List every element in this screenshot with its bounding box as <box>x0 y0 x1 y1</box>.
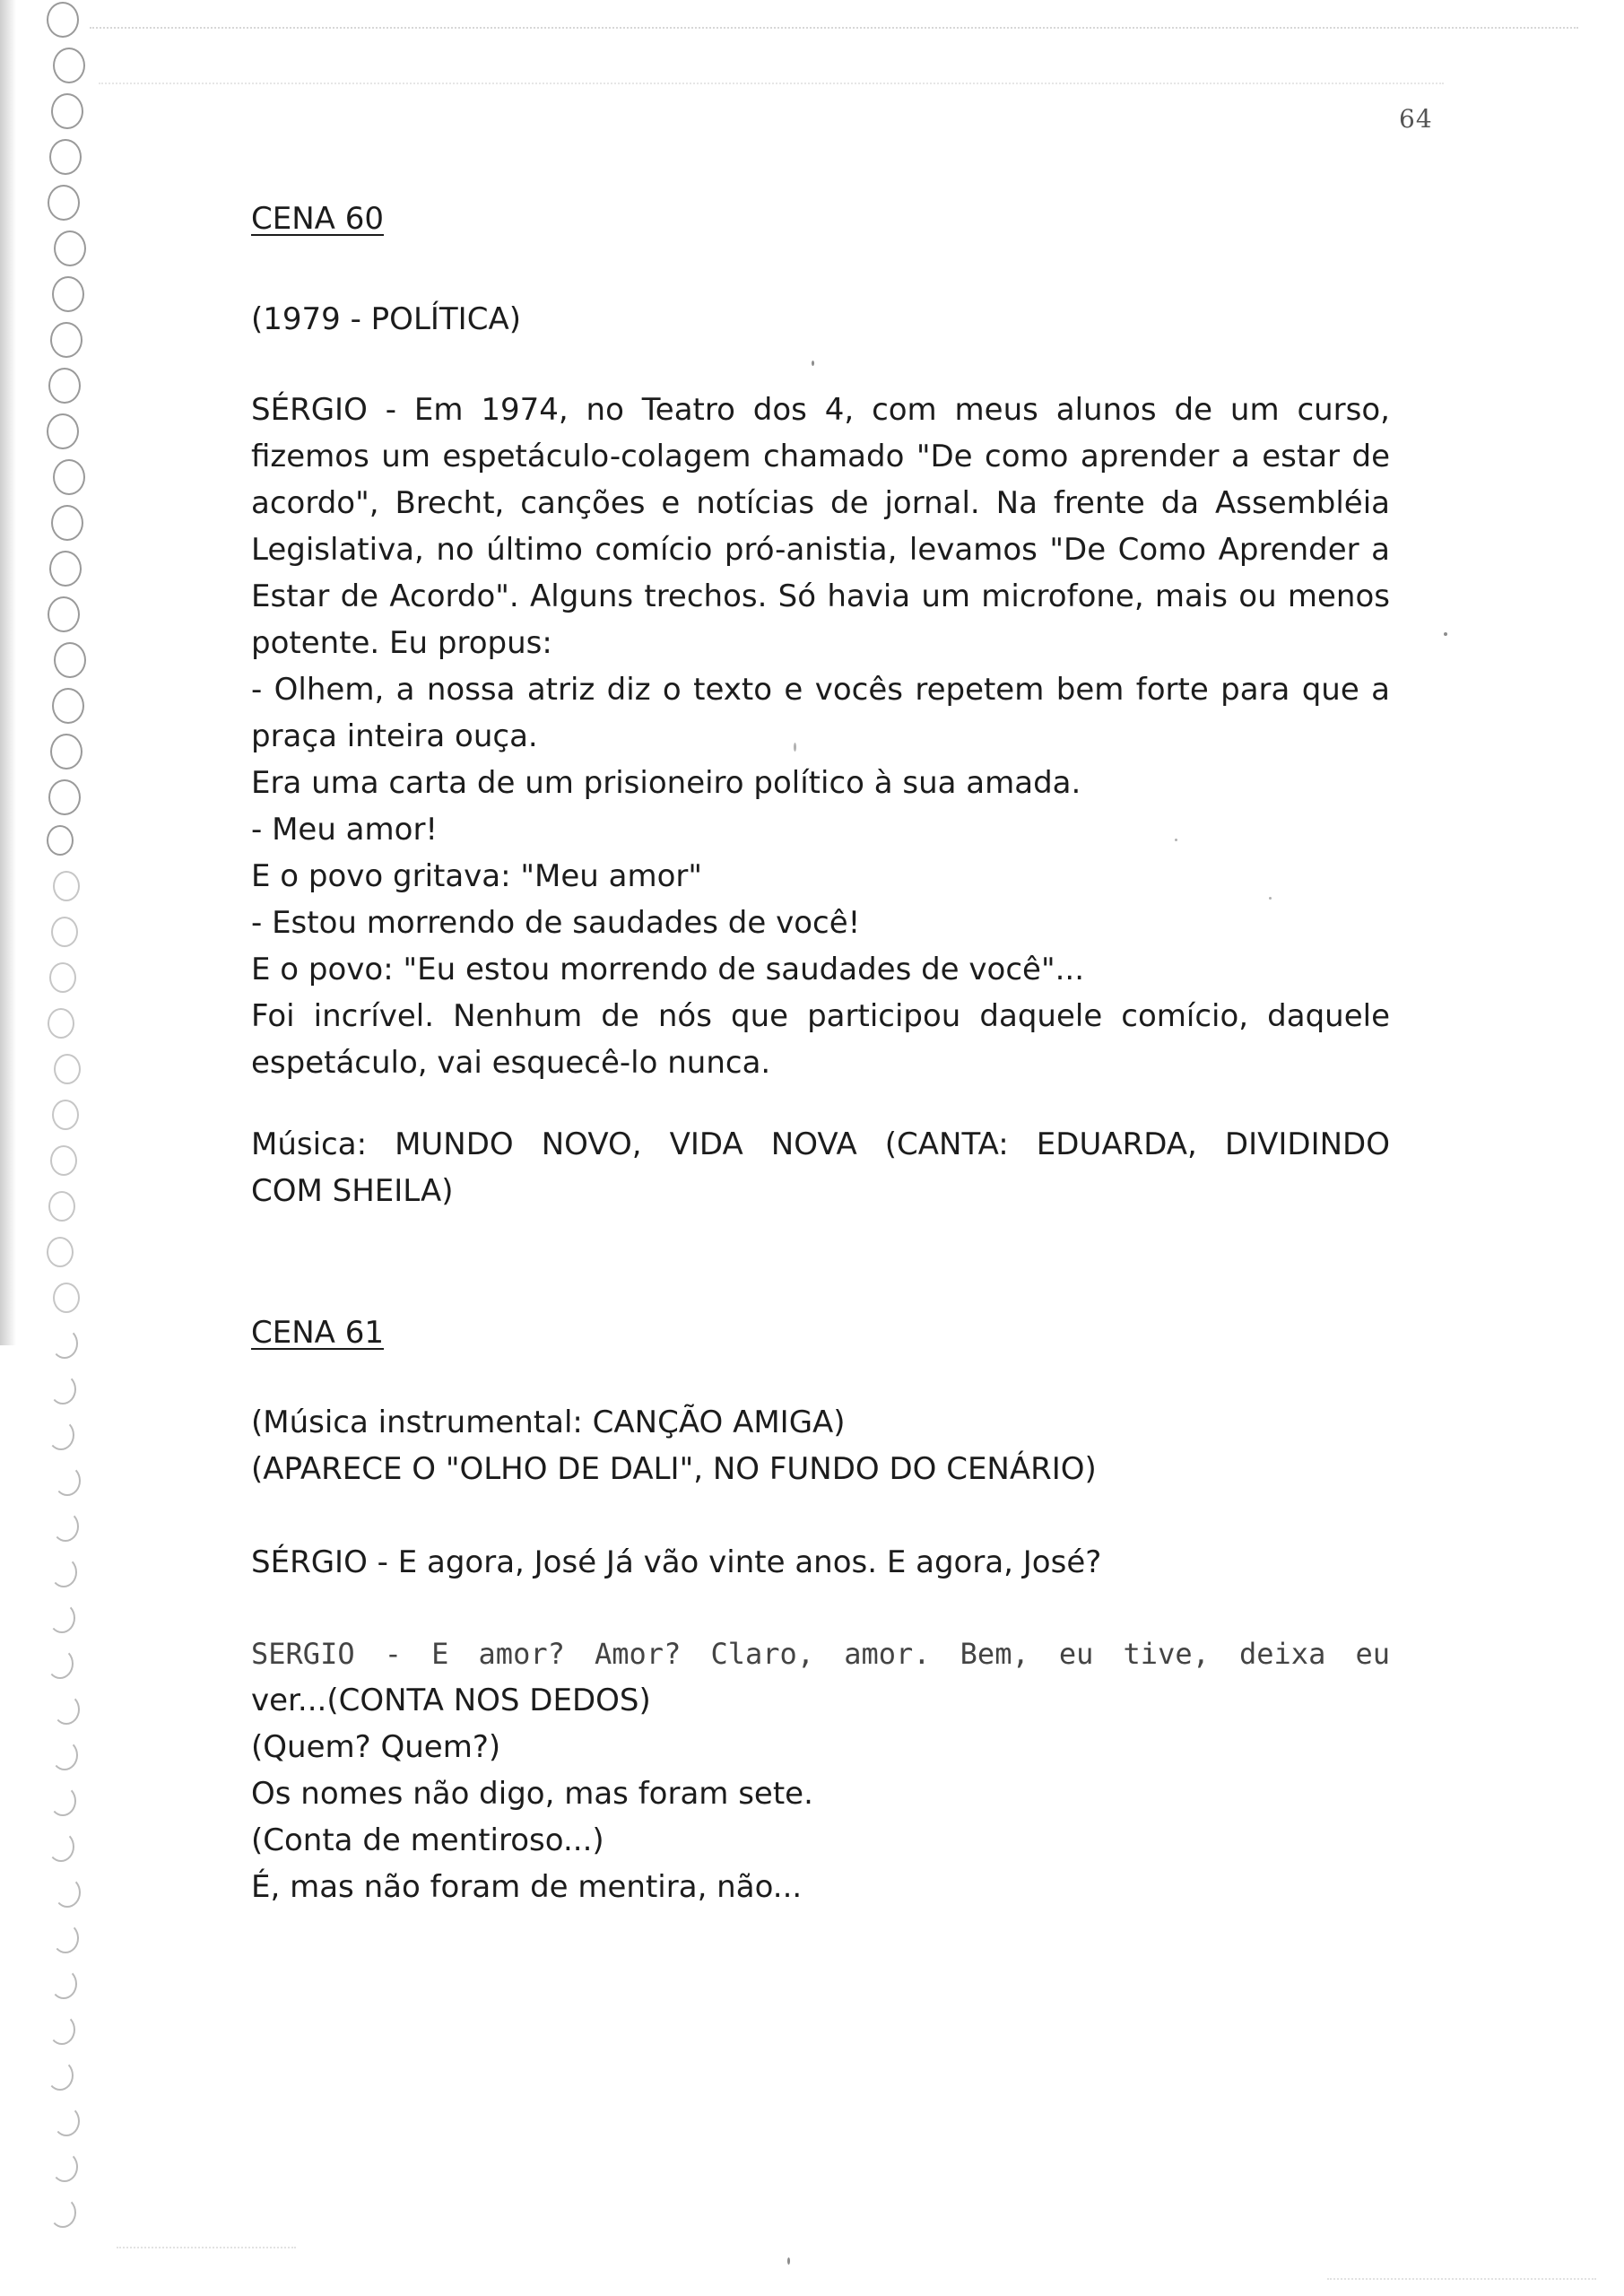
spiral-binding <box>0 0 99 2296</box>
binding-hole <box>51 1740 78 1770</box>
monologue-line: - Meu amor! <box>251 812 439 848</box>
scene-context: (1979 - POLÍTICA) <box>251 301 521 337</box>
binding-hole <box>48 1420 74 1450</box>
page-number: 64 <box>1399 104 1433 134</box>
binding-hole <box>47 2060 74 2091</box>
binding-hole <box>52 1100 79 1130</box>
scene-60-heading <box>251 196 1390 242</box>
monologue-line: Foi incrível. Nenhum de nós que participou daquele comício, daquele <box>251 998 1390 1034</box>
scan-speck <box>787 2257 790 2265</box>
binding-hole <box>49 2197 76 2228</box>
binding-hole <box>48 779 81 815</box>
binding-hole <box>49 962 76 993</box>
scene-60-monologue <box>251 387 1390 1086</box>
binding-hole <box>52 276 84 312</box>
monologue-line: Era uma carta de um prisioneiro político à sua amada. <box>251 765 1081 801</box>
music-cue-line: Música: MUNDO NOVO, VIDA NOVA (CANTA: EDUARDA, DIVIDINDO <box>251 1126 1390 1162</box>
binding-hole <box>48 368 81 404</box>
binding-hole <box>48 1603 75 1633</box>
binding-hole <box>52 1511 79 1542</box>
monologue-line: acordo", Brecht, canções e notícias de jornal. Na frente da Assembléia <box>251 485 1390 521</box>
binding-hole <box>54 230 86 266</box>
binding-hole <box>47 825 74 856</box>
binding-hole <box>53 1694 80 1725</box>
binding-hole <box>51 93 83 129</box>
dialogue-line: (Conta de mentiroso...) <box>251 1822 604 1858</box>
scan-artifact-line <box>90 27 1578 29</box>
binding-hole <box>48 185 80 221</box>
monologue-line: Legislativa, no último comício pró-anistia, levamos "De Como Aprender a <box>251 532 1390 568</box>
monologue-line: fizemos um espetáculo-colagem chamado "De como aprender a estar de <box>251 439 1390 474</box>
binding-hole <box>52 1923 79 1953</box>
binding-hole <box>49 1786 76 1816</box>
monologue-line: - Estou morrendo de saudades de você! <box>251 905 861 941</box>
binding-hole <box>51 505 83 541</box>
monologue-line: potente. Eu propus: <box>251 625 552 661</box>
scene-61-directions <box>251 1399 1390 1492</box>
binding-hole <box>54 1465 81 1496</box>
monologue-line: E o povo: "Eu estou morrendo de saudades de você"... <box>251 952 1085 987</box>
scene-61-line-1 <box>251 1539 1390 1586</box>
monologue-line: SÉRGIO - Em 1974, no Teatro dos 4, com meus alunos de um curso, <box>251 392 1390 428</box>
binding-hole <box>48 1191 75 1222</box>
dialogue-line: ver...(CONTA NOS DEDOS) <box>251 1683 651 1718</box>
binding-hole <box>47 413 79 449</box>
binding-hole <box>51 1328 78 1359</box>
scan-artifact-line <box>99 83 1444 84</box>
stage-direction: (Música instrumental: CANÇÃO AMIGA) <box>251 1405 846 1440</box>
binding-hole <box>47 1237 74 1267</box>
music-cue <box>251 1121 1390 1214</box>
scene-61-line-2 <box>251 1631 1390 1910</box>
binding-hole <box>49 1374 76 1405</box>
binding-hole <box>53 871 80 901</box>
scene-61-heading <box>251 1309 1390 1356</box>
binding-shadow <box>0 0 16 1345</box>
scene-heading: CENA 61 <box>251 1315 384 1351</box>
monologue-line: Estar de Acordo". Alguns trechos. Só havia um microfone, mais ou menos <box>251 578 1390 614</box>
binding-hole <box>53 48 85 83</box>
binding-hole <box>50 1557 77 1587</box>
binding-hole <box>53 2106 80 2136</box>
binding-hole <box>50 1969 77 1999</box>
scene-heading: CENA 60 <box>251 201 384 237</box>
dialogue-line: SERGIO - E amor? Amor? Claro, amor. Bem, eu tive, deixa eu <box>251 1637 1390 1671</box>
monologue-line: E o povo gritava: "Meu amor" <box>251 858 703 894</box>
binding-hole <box>51 917 78 947</box>
binding-hole <box>49 139 82 175</box>
dialogue-line: (Quem? Quem?) <box>251 1729 501 1765</box>
binding-hole <box>48 2014 75 2045</box>
binding-hole <box>54 1877 81 1908</box>
binding-hole <box>48 1831 74 1862</box>
binding-hole <box>50 1145 77 1176</box>
stage-direction: (APARECE O "OLHO DE DALI", NO FUNDO DO CENÁRIO) <box>251 1451 1097 1487</box>
binding-hole <box>54 642 86 678</box>
scan-speck <box>1444 632 1447 636</box>
binding-hole <box>49 551 82 587</box>
dialogue-line: SÉRGIO - E agora, José Já vão vinte anos. E agora, José? <box>251 1544 1102 1580</box>
scan-speck <box>812 361 814 366</box>
binding-hole <box>48 596 80 632</box>
binding-hole <box>47 2 79 38</box>
monologue-line: espetáculo, vai esquecê-lo nunca. <box>251 1045 771 1081</box>
dialogue-line: É, mas não foram de mentira, não... <box>251 1869 803 1905</box>
binding-hole <box>54 1054 81 1084</box>
monologue-line: praça inteira ouça. <box>251 718 538 754</box>
scan-artifact-line <box>1327 2278 1596 2280</box>
binding-hole <box>53 1283 80 1313</box>
binding-hole <box>52 688 84 724</box>
music-cue-line: COM SHEILA) <box>251 1173 454 1209</box>
binding-hole <box>50 734 83 770</box>
binding-hole <box>47 1648 74 1679</box>
monologue-line: - Olhem, a nossa atriz diz o texto e vocês repetem bem forte para que a <box>251 672 1390 708</box>
scan-artifact-line <box>117 2247 296 2248</box>
binding-hole <box>50 322 83 358</box>
binding-hole <box>53 459 85 495</box>
scene-60-context <box>251 296 1390 343</box>
binding-hole <box>51 2152 78 2182</box>
binding-hole <box>48 1008 74 1039</box>
dialogue-line: Os nomes não digo, mas foram sete. <box>251 1776 813 1812</box>
